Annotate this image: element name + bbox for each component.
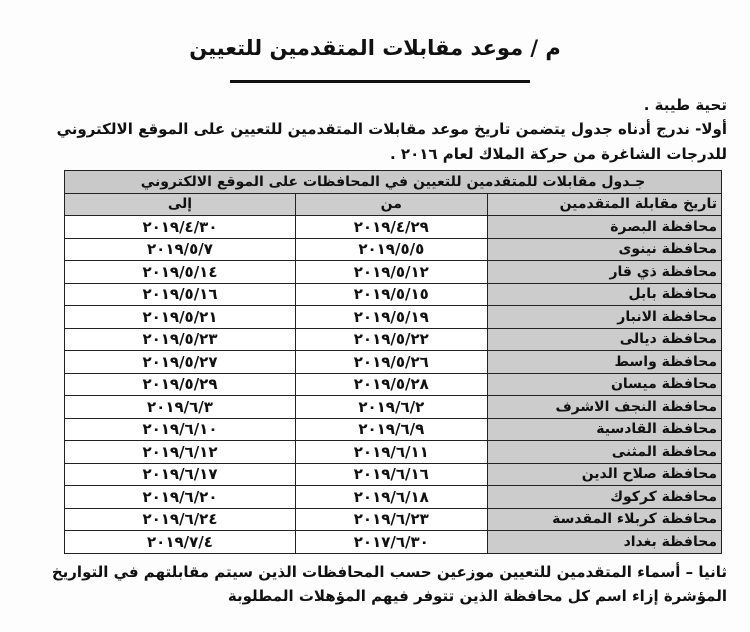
header-governorate: تاريخ مقابلة المتقدمين: [487, 193, 721, 216]
from-date-cell: ٢٠١٩/٥/٢٢: [295, 328, 487, 351]
to-date-cell: ٢٠١٩/٤/٣٠: [65, 216, 296, 239]
to-date-cell: ٢٠١٩/٦/١٧: [65, 463, 296, 486]
to-date-cell: ٢٠١٩/٥/١٦: [65, 283, 296, 306]
from-date-cell: ٢٠١٧/٦/٣٠: [295, 531, 487, 554]
table-row: [65, 306, 722, 329]
governorate-cell: محافظة ديالى: [487, 328, 721, 351]
to-date-cell: ٢٠١٩/٥/٢١: [65, 306, 296, 329]
table-row: [65, 531, 722, 554]
from-date-cell: ٢٠١٩/٦/١٦: [295, 463, 487, 486]
governorate-cell: محافظة واسط: [487, 351, 721, 374]
from-date-cell: ٢٠١٩/٦/٩: [295, 418, 487, 441]
table-header-row: [65, 193, 722, 216]
from-date-cell: ٢٠١٩/٤/٢٩: [295, 216, 487, 239]
governorate-cell: محافظة القادسية: [487, 418, 721, 441]
from-date-cell: ٢٠١٩/٦/٢٣: [295, 508, 487, 531]
governorate-cell: محافظة الانبار: [487, 306, 721, 329]
to-date-cell: ٢٠١٩/٧/٤: [65, 531, 296, 554]
governorate-cell: محافظة البصرة: [487, 216, 721, 239]
table-row: [65, 396, 722, 419]
governorate-cell: محافظة بغداد: [487, 531, 721, 554]
table-row: [65, 261, 722, 284]
table-row: [65, 373, 722, 396]
paragraph-second: ثانيا – أسماء المتقدمين للتعيين موزعين حسب المحافظات الذين سيتم مقابلتهم في التواريخ المؤشرة إزاء اسم كل محافظة الذين تتوفر فيهم المؤهلات المطلوبة: [51, 563, 727, 605]
from-date-cell: ٢٠١٩/٥/١٩: [295, 306, 487, 329]
table-caption-row: [65, 171, 722, 194]
from-date-cell: ٢٠١٩/٥/٢٦: [295, 351, 487, 374]
header-to: إلى: [65, 193, 296, 216]
from-date-cell: ٢٠١٩/٦/١١: [295, 441, 487, 464]
governorate-cell: محافظة المثنى: [487, 441, 721, 464]
governorate-cell: محافظة كربلاء المقدسة: [487, 508, 721, 531]
greeting-text: تحية طيبة .: [643, 96, 727, 114]
document-title: م / موعد مقابلات المتقدمين للتعيين: [189, 36, 561, 60]
table-row: [65, 351, 722, 374]
to-date-cell: ٢٠١٩/٥/١٤: [65, 261, 296, 284]
to-date-cell: ٢٠١٩/٦/٢٤: [65, 508, 296, 531]
governorate-cell: محافظة بابل: [487, 283, 721, 306]
table-row: [65, 238, 722, 261]
table-row: [65, 463, 722, 486]
table-row: [65, 216, 722, 239]
table-row: [65, 508, 722, 531]
to-date-cell: ٢٠١٩/٦/١٠: [65, 418, 296, 441]
from-date-cell: ٢٠١٩/٥/١٢: [295, 261, 487, 284]
governorate-cell: محافظة ذي قار: [487, 261, 721, 284]
header-from: من: [295, 193, 487, 216]
to-date-cell: ٢٠١٩/٥/٢٧: [65, 351, 296, 374]
governorate-cell: محافظة كركوك: [487, 486, 721, 509]
table-caption: جـدول مقابلات للمتقدمين للتعيين في المحافظات على الموقع الالكتروني: [65, 171, 722, 194]
to-date-cell: ٢٠١٩/٥/٧: [65, 238, 296, 261]
from-date-cell: ٢٠١٩/٥/٥: [295, 238, 487, 261]
from-date-cell: ٢٠١٩/٦/١٨: [295, 486, 487, 509]
governorate-cell: محافظة صلاح الدين: [487, 463, 721, 486]
to-date-cell: ٢٠١٩/٦/٢٠: [65, 486, 296, 509]
governorate-cell: محافظة ميسان: [487, 373, 721, 396]
interview-schedule-table: [64, 170, 722, 554]
table-body: [65, 216, 722, 554]
paragraph-first: أولا- ندرج أدناه جدول يتضمن تاريخ موعد مقابلات المتقدمين للتعيين على الموقع الالكتروني للدرجات الشاغرة من حركة الملاك لعام ٢٠١٦ .: [56, 120, 727, 163]
table-row: [65, 328, 722, 351]
from-date-cell: ٢٠١٩/٦/٢: [295, 396, 487, 419]
governorate-cell: محافظة نينوى: [487, 238, 721, 261]
from-date-cell: ٢٠١٩/٥/٢٨: [295, 373, 487, 396]
to-date-cell: ٢٠١٩/٥/٢٩: [65, 373, 296, 396]
to-date-cell: ٢٠١٩/٦/١٢: [65, 441, 296, 464]
table-row: [65, 441, 722, 464]
title-underline: [230, 80, 530, 83]
to-date-cell: ٢٠١٩/٦/٣: [65, 396, 296, 419]
to-date-cell: ٢٠١٩/٥/٢٣: [65, 328, 296, 351]
table-row: [65, 418, 722, 441]
table-row: [65, 283, 722, 306]
from-date-cell: ٢٠١٩/٥/١٥: [295, 283, 487, 306]
table-row: [65, 486, 722, 509]
governorate-cell: محافظة النجف الاشرف: [487, 396, 721, 419]
